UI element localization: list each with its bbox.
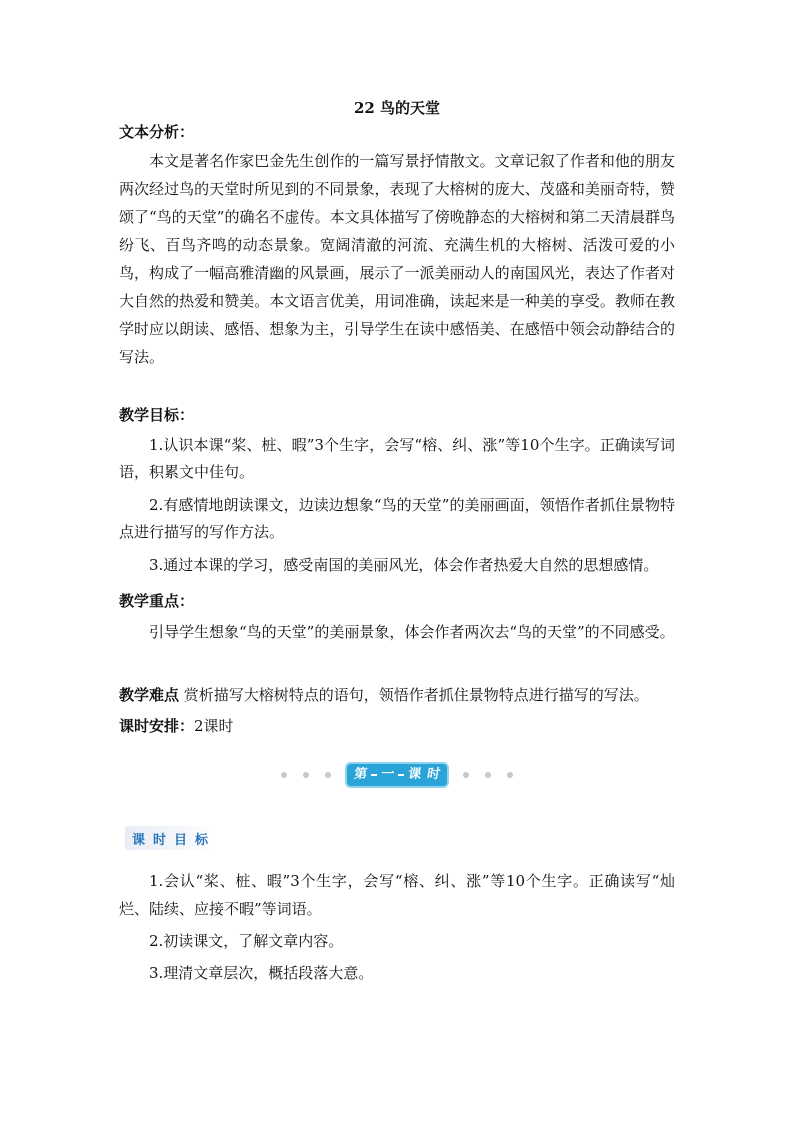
lesson-goals-section: [119, 867, 675, 987]
teaching-goal-item: 1.认识本课“桨、桩、暇”3个生字，会写“榕、纠、涨”等10个生字。正确读写词语，积累文中佳句。: [119, 436, 675, 481]
lesson-goal-item: 3.理清文章层次，概括段落大意。: [149, 964, 374, 982]
teaching-difficulty-text: 赏析描写大榕树特点的语句，领悟作者抓住景物特点进行描写的写法。: [183, 686, 649, 704]
teaching-difficulty-row: [119, 684, 675, 706]
lesson-goal-item: 1.会认“桨、桩、暇”3个生字，会写“榕、纠、涨”等10个生字。正确读写“灿烂、陆续、应接不暇”等词语。: [119, 872, 675, 918]
page-title: 22 鸟的天堂: [353, 99, 441, 117]
teaching-focus-body: 引导学生想象“鸟的天堂”的美丽景象，体会作者两次去“鸟的天堂”的不同感受。: [149, 623, 675, 641]
lesson-badge: [347, 764, 447, 786]
lesson-goals-tag: [125, 826, 215, 850]
divider-dot: [485, 772, 491, 778]
lesson-badge-char: 时: [426, 767, 442, 782]
text-analysis-body: 本文是著名作家巴金先生创作的一篇写景抒情散文。文章记叙了作者和他的朋友两次经过鸟的天堂时所见到的不同景象，表现了大榕树的庞大、茂盛和美丽奇特，赞颂了“鸟的天堂”的确名不虚传。本文具体描写了傍晚静态的大榕树和第二天清晨群鸟纷飞、百鸟齐鸣的动态景象。宽阔清澈的河流、充满生机的大榕树、活泼可爱的小鸟，构成了一幅高雅清幽的风景画，展示了一派美丽动人的南国风光，表达了作者对大自然的热爱和赞美。本文语言优美，用词准确，读起来是一种美的享受。教师在教学时应以朗读、感悟、想象为主，引导学生在读中感悟美、在感悟中领会动静结合的写法。: [119, 152, 675, 366]
lesson-divider: [119, 761, 675, 789]
lesson-badge-char: 课: [407, 767, 423, 782]
lesson-goals-tag-text: 课时目标: [131, 832, 216, 848]
divider-dot: [281, 772, 287, 778]
teaching-focus-heading: 教学重点：: [119, 592, 195, 610]
lesson-badge-char: 一: [380, 767, 396, 782]
lesson-badge-separator: [398, 774, 404, 776]
teaching-goal-item: 3.通过本课的学习，感受南国的美丽风光，体会作者热爱大自然的思想感情。: [149, 556, 659, 574]
schedule-row: [119, 715, 675, 737]
divider-dot: [325, 772, 331, 778]
text-analysis-heading: 文本分析：: [119, 123, 195, 141]
lesson-badge-char: 第: [352, 767, 369, 782]
divider-dot: [463, 772, 469, 778]
teaching-goals-section: [119, 404, 675, 579]
teaching-difficulty-label: 教学难点: [119, 686, 180, 704]
lesson-goal-item: 2.初读课文，了解文章内容。: [149, 932, 344, 950]
teaching-goal-item: 2.有感情地朗读课文，边读边想象“鸟的天堂”的美丽画面，领悟作者抓住景物特点进行描写的写作方法。: [119, 496, 675, 541]
text-analysis-section: [119, 121, 675, 371]
teaching-focus-section: [119, 590, 675, 646]
lesson-badge-separator: [371, 774, 377, 776]
schedule-label: 课时安排：: [119, 717, 195, 735]
teaching-goals-heading: 教学目标：: [119, 406, 195, 424]
schedule-text: 2课时: [194, 717, 234, 735]
divider-dot: [303, 772, 309, 778]
divider-dot: [507, 772, 513, 778]
